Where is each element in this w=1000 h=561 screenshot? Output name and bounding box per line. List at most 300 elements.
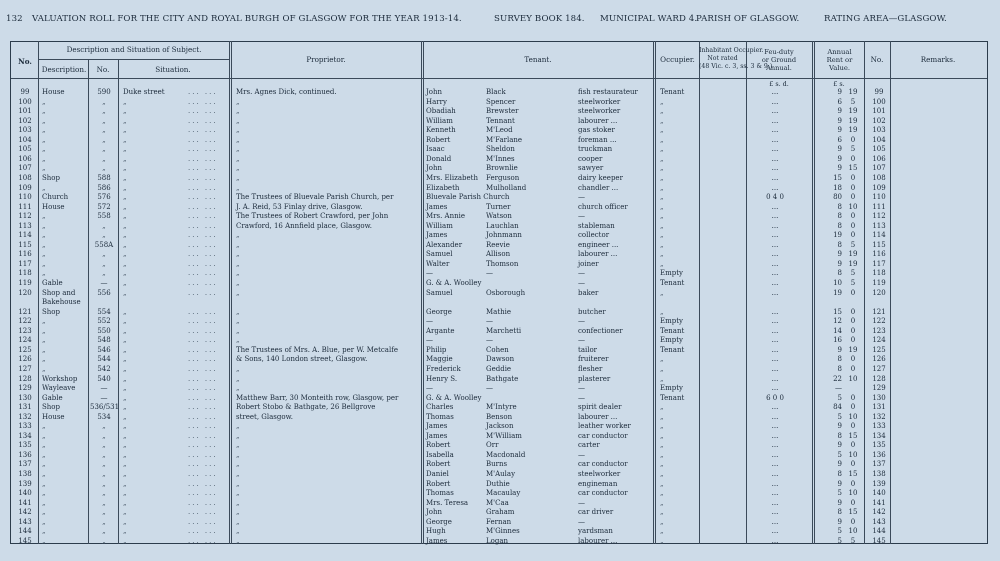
row-situation: „	[123, 154, 127, 163]
row-rent-pounds: 5	[837, 412, 842, 421]
row-proprietor: „	[236, 279, 240, 287]
row-occupier: „	[660, 135, 664, 144]
header-number: No.	[96, 65, 110, 74]
row-feu-duty: ...	[771, 231, 779, 240]
row-tenant-last: M'Leod	[486, 126, 513, 135]
table-row	[0, 241, 1000, 251]
row-feu-duty: ...	[771, 460, 779, 469]
row-situation: „	[123, 450, 127, 459]
row-tenant-last: Thomson	[486, 259, 519, 268]
row-number-right: 126	[872, 355, 886, 364]
row-street-number: „	[102, 450, 106, 459]
row-number: 105	[18, 145, 32, 154]
table-row	[0, 508, 1000, 518]
row-number-right: 125	[872, 345, 886, 354]
row-feu-duty: ...	[771, 202, 779, 211]
table-row	[0, 145, 1000, 155]
row-rent-pounds: 9	[837, 517, 842, 526]
row-feu-duty: ...	[771, 279, 779, 287]
row-description: „	[42, 231, 46, 240]
row-leader-dots: ... ...	[188, 317, 218, 326]
row-tenant-first: John	[426, 88, 443, 96]
row-number: 115	[18, 240, 32, 249]
row-occupier: Empty	[660, 336, 683, 345]
row-occupation: steelworker	[578, 470, 621, 478]
row-feu-duty: ...	[771, 527, 779, 536]
row-occupation: dairy keeper	[578, 173, 623, 182]
header-inhabitant-1: Inhabitant Occupier.	[699, 47, 764, 54]
row-occupation: engineer ...	[578, 240, 619, 249]
row-leader-dots: ... ...	[188, 498, 218, 507]
row-proprietor: „	[236, 508, 240, 517]
row-feu-duty: ...	[771, 97, 779, 106]
row-occupier: „	[660, 450, 664, 459]
table-row	[0, 184, 1000, 194]
row-street-number: 554	[97, 307, 111, 316]
row-occupier: Tenant	[660, 88, 685, 96]
row-description: Bakehouse	[42, 298, 81, 307]
row-occupation: carter	[578, 441, 600, 450]
row-number: 133	[18, 422, 32, 431]
row-leader-dots: ... ...	[188, 412, 218, 421]
row-situation: „	[123, 193, 127, 202]
row-description: „	[42, 164, 46, 173]
row-street-number: „	[102, 145, 106, 154]
page-number: 132	[6, 14, 23, 24]
row-number: 118	[18, 269, 32, 278]
row-occupation: collector	[578, 231, 610, 240]
row-number: 113	[18, 221, 32, 230]
row-description: „	[42, 460, 46, 469]
header-description-group: Description and Situation of Subject.	[66, 45, 202, 54]
row-situation: „	[123, 145, 127, 154]
row-number: 131	[18, 403, 32, 412]
row-number: 121	[18, 307, 32, 316]
row-rent-pounds: 22	[833, 374, 842, 383]
row-description: House	[42, 88, 65, 96]
row-street-number: 550	[97, 326, 111, 335]
row-description: „	[42, 135, 46, 144]
row-feu-duty: 6 0 0	[766, 393, 784, 402]
row-rent-pounds: 6	[837, 97, 842, 106]
row-occupier: Empty	[660, 317, 683, 326]
row-rent-pounds: 8	[837, 470, 842, 478]
row-occupation: —	[578, 212, 585, 221]
row-rent-pounds: 9	[837, 88, 842, 96]
row-rent-pounds: 9	[837, 498, 842, 507]
row-number: 139	[18, 479, 32, 488]
row-rent-shillings: 0	[850, 479, 856, 488]
row-street-number: 534	[97, 412, 111, 421]
row-rent-pounds: 19	[833, 231, 842, 240]
row-situation: „	[123, 517, 127, 526]
row-tenant-last: Macdonald	[486, 450, 526, 459]
row-leader-dots: ... ...	[188, 422, 218, 431]
row-rent-pounds: 8	[837, 508, 842, 517]
table-row	[0, 441, 1000, 451]
row-feu-duty: ...	[771, 116, 779, 125]
row-feu-duty: ...	[771, 183, 779, 192]
row-tenant-last: —	[486, 269, 493, 278]
row-rent-shillings: 0	[850, 326, 856, 335]
row-situation: „	[123, 279, 127, 287]
row-proprietor: Robert Stobo & Bathgate, 26 Bellgrove	[236, 403, 376, 412]
row-proprietor: „	[236, 269, 240, 278]
row-occupation: confectioner	[578, 326, 623, 335]
row-rent-pounds: 84	[833, 403, 842, 412]
row-leader-dots: ... ...	[188, 460, 218, 469]
row-description: „	[42, 489, 46, 498]
row-description: „	[42, 536, 46, 545]
row-tenant-last: Osborough	[486, 288, 526, 297]
row-tenant-first: G. & A. Woolley	[426, 393, 482, 402]
row-tenant-last: Duthie	[486, 479, 510, 488]
row-rent-shillings: 0	[850, 193, 856, 202]
row-situation: „	[123, 527, 127, 536]
row-tenant-last: Brownlie	[486, 164, 518, 173]
row-description: „	[42, 364, 46, 373]
row-street-number: 552	[97, 317, 111, 326]
row-feu-duty: ...	[771, 364, 779, 373]
row-rent-shillings: 10	[848, 374, 858, 383]
table-row	[0, 289, 1000, 299]
row-occupation: leather worker	[578, 422, 631, 431]
row-proprietor: „	[236, 527, 240, 536]
row-number-right: 139	[872, 479, 886, 488]
row-number-right: 134	[872, 431, 886, 440]
row-rent-shillings: 0	[850, 460, 856, 469]
row-description: „	[42, 183, 46, 192]
row-tenant-last: Logan	[486, 536, 509, 545]
row-occupier: „	[660, 250, 664, 259]
row-number-right: 122	[872, 317, 886, 326]
row-feu-duty: ...	[771, 288, 779, 297]
row-number: 126	[18, 355, 32, 364]
table-row	[0, 193, 1000, 203]
table-row	[0, 327, 1000, 337]
row-rent-pounds: 15	[833, 173, 842, 182]
row-feu-duty: ...	[771, 326, 779, 335]
header-inhabitant-2: Not rated	[707, 55, 738, 62]
row-situation: „	[123, 317, 127, 326]
row-rent-shillings: 0	[850, 517, 856, 526]
row-number-right: 100	[872, 97, 886, 106]
row-tenant-last: Ferguson	[486, 173, 520, 182]
row-tenant-first: Henry S.	[426, 374, 458, 383]
row-situation: „	[123, 107, 127, 116]
row-tenant-last: M'Farlane	[486, 135, 523, 144]
row-leader-dots: ... ...	[188, 470, 218, 478]
row-occupation: —	[578, 517, 585, 526]
row-proprietor: „	[236, 154, 240, 163]
row-occupation: truckman	[578, 145, 613, 154]
row-number: 128	[18, 374, 32, 383]
row-number-right: 103	[872, 126, 886, 135]
row-number: 106	[18, 154, 32, 163]
row-number-right: 138	[872, 470, 886, 478]
header-description: Description.	[41, 65, 87, 74]
row-occupation: —	[578, 498, 585, 507]
row-street-number: 558	[97, 212, 111, 221]
row-situation: „	[123, 173, 127, 182]
row-number: 141	[18, 498, 32, 507]
row-rent-pounds: 5	[837, 393, 842, 402]
row-rent-shillings: 0	[850, 336, 856, 345]
row-number-right: 124	[872, 336, 886, 345]
row-rent-pounds: 6	[837, 135, 842, 144]
row-tenant-first: James	[426, 422, 448, 431]
row-description: „	[42, 498, 46, 507]
table-row	[0, 203, 1000, 213]
table-row	[0, 317, 1000, 327]
row-situation: „	[123, 97, 127, 106]
row-rent-shillings: 0	[850, 441, 856, 450]
row-rent-shillings: 0	[850, 364, 856, 373]
row-occupier: „	[660, 240, 664, 249]
row-occupier: „	[660, 107, 664, 116]
table-row	[0, 518, 1000, 528]
row-occupier: „	[660, 403, 664, 412]
row-occupation: flesher	[578, 364, 603, 373]
row-leader-dots: ... ...	[188, 145, 218, 154]
row-situation: „	[123, 536, 127, 545]
row-occupation: labourer ...	[578, 250, 618, 259]
row-number-right: 127	[872, 364, 886, 373]
table-row	[0, 336, 1000, 346]
row-tenant-first: Maggie	[426, 355, 453, 364]
row-tenant-first: Robert	[426, 441, 451, 450]
row-occupier: „	[660, 97, 664, 106]
row-street-number: „	[102, 221, 106, 230]
row-tenant-last: Burns	[486, 460, 508, 469]
row-number-right: 101	[872, 107, 886, 116]
row-tenant-last: Mathie	[486, 307, 512, 316]
row-number-right: 110	[872, 193, 886, 202]
row-occupation: foreman ...	[578, 135, 617, 144]
row-feu-duty: ...	[771, 384, 779, 393]
row-street-number: „	[102, 479, 106, 488]
row-tenant-last: Lauchlan	[486, 221, 519, 230]
row-occupier: Tenant	[660, 393, 685, 402]
row-situation: „	[123, 336, 127, 345]
row-number: 136	[18, 450, 32, 459]
row-occupier: Tenant	[660, 345, 685, 354]
row-feu-duty: ...	[771, 269, 779, 278]
row-street-number: „	[102, 441, 106, 450]
row-rent-pounds: 8	[837, 431, 842, 440]
row-rent-pounds: 5	[837, 450, 842, 459]
table-row	[0, 470, 1000, 480]
row-description: „	[42, 345, 46, 354]
row-street-number: „	[102, 250, 106, 259]
header-situation: Situation.	[155, 65, 191, 74]
row-leader-dots: ... ...	[188, 259, 218, 268]
row-number-right: 108	[872, 173, 886, 182]
row-number: 114	[18, 231, 32, 240]
row-occupation: —	[578, 393, 585, 402]
row-street-number: „	[102, 107, 106, 116]
row-rent-shillings: 19	[848, 259, 858, 268]
row-leader-dots: ... ...	[188, 336, 218, 345]
row-rent-pounds: 8	[837, 202, 842, 211]
row-occupation: joiner	[578, 259, 599, 268]
row-feu-duty: ...	[771, 307, 779, 316]
row-leader-dots: ... ...	[188, 489, 218, 498]
row-rent-pounds: 19	[833, 288, 842, 297]
row-leader-dots: ... ...	[188, 88, 218, 96]
row-tenant-last: Black	[486, 88, 506, 96]
row-rent-shillings: 0	[850, 173, 856, 182]
row-feu-duty: ...	[771, 88, 779, 96]
header-tenant: Tenant.	[524, 55, 552, 64]
row-rent-shillings: 19	[848, 107, 858, 116]
row-tenant-last: M'Innes	[486, 154, 515, 163]
row-number-right: 109	[872, 183, 886, 192]
row-tenant-last: Sheldon	[486, 145, 515, 154]
row-number-right: 107	[872, 164, 886, 173]
row-rent-pounds: 8	[837, 212, 842, 221]
row-rent-pounds: 9	[837, 107, 842, 116]
row-tenant-first: Robert	[426, 479, 451, 488]
table-row	[0, 422, 1000, 432]
row-proprietor: „	[236, 450, 240, 459]
row-proprietor: The Trustees of Mrs. A. Blue, per W. Metcalfe	[236, 345, 398, 354]
row-feu-duty: ...	[771, 422, 779, 431]
row-situation: „	[123, 489, 127, 498]
row-situation: „	[123, 403, 127, 412]
row-street-number: —	[100, 393, 108, 402]
row-tenant-first: James	[426, 536, 448, 545]
table-row	[0, 260, 1000, 270]
row-rent-shillings: 10	[848, 489, 858, 498]
row-tenant-first: Argante	[426, 326, 455, 335]
row-situation: „	[123, 355, 127, 364]
row-situation: „	[123, 364, 127, 373]
row-feu-duty: ...	[771, 536, 779, 545]
row-number-right: 144	[872, 527, 886, 536]
row-occupier: „	[660, 288, 664, 297]
row-street-number: „	[102, 470, 106, 478]
row-situation: „	[123, 384, 127, 393]
row-description: Wayleave	[42, 384, 76, 393]
row-description: „	[42, 221, 46, 230]
row-number: 102	[18, 116, 32, 125]
row-leader-dots: ... ...	[188, 441, 218, 450]
row-tenant-first: Bluevale Parish Church	[426, 193, 510, 202]
row-street-number: 546	[97, 345, 111, 354]
row-number-right: 105	[872, 145, 886, 154]
row-proprietor: „	[236, 431, 240, 440]
header-inhabitant-3: (48 Vic. c. 3, ss. 3 & 9.)	[699, 63, 773, 70]
row-description: „	[42, 212, 46, 221]
row-feu-duty: 0 4 0	[766, 193, 784, 202]
row-situation: „	[123, 231, 127, 240]
row-tenant-last: —	[486, 336, 493, 345]
row-street-number: 540	[97, 374, 111, 383]
row-feu-duty: ...	[771, 431, 779, 440]
row-occupation: tailor	[578, 345, 598, 354]
row-street-number: „	[102, 116, 106, 125]
table-row	[0, 250, 1000, 260]
row-street-number: 576	[97, 193, 111, 202]
row-street-number: „	[102, 231, 106, 240]
row-leader-dots: ... ...	[188, 403, 218, 412]
row-tenant-last: Bathgate	[486, 374, 519, 383]
row-rent-pounds: 5	[837, 489, 842, 498]
row-occupier: „	[660, 536, 664, 545]
row-description: „	[42, 422, 46, 431]
row-rent-shillings: 0	[850, 154, 856, 163]
row-occupier: „	[660, 173, 664, 182]
row-rent-shillings: 5	[850, 97, 856, 106]
row-occupier: Tenant	[660, 279, 685, 287]
row-rent-pounds: 9	[837, 345, 842, 354]
row-proprietor: Matthew Barr, 30 Monteith row, Glasgow, per	[236, 393, 399, 402]
row-feu-duty: ...	[771, 336, 779, 345]
header-occupier: Occupier.	[660, 55, 695, 64]
row-proprietor: The Trustees of Bluevale Parish Church, per	[236, 193, 394, 202]
row-number-right: 119	[872, 279, 886, 287]
row-tenant-last: Tennant	[486, 116, 515, 125]
row-situation: „	[123, 412, 127, 421]
row-leader-dots: ... ...	[188, 221, 218, 230]
row-leader-dots: ... ...	[188, 154, 218, 163]
table-row	[0, 308, 1000, 318]
table-row	[0, 403, 1000, 413]
row-number: 119	[18, 279, 32, 287]
row-description: Shop	[42, 403, 60, 412]
table-row	[0, 489, 1000, 499]
row-rent-shillings: 15	[848, 431, 858, 440]
table-row	[0, 126, 1000, 136]
row-rent-pounds: 14	[833, 326, 842, 335]
row-proprietor: „	[236, 470, 240, 478]
row-feu-duty: ...	[771, 450, 779, 459]
row-number: 120	[18, 288, 32, 297]
row-leader-dots: ... ...	[188, 508, 218, 517]
row-number-right: 136	[872, 450, 886, 459]
row-rent-shillings: 0	[850, 355, 856, 364]
row-leader-dots: ... ...	[188, 450, 218, 459]
row-proprietor: „	[236, 97, 240, 106]
row-situation: „	[123, 259, 127, 268]
header-rent-1: Annual	[827, 48, 852, 56]
row-tenant-first: William	[426, 221, 453, 230]
row-rent-shillings: 10	[848, 412, 858, 421]
row-rent-pounds: 9	[837, 259, 842, 268]
row-occupier: „	[660, 412, 664, 421]
row-tenant-first: Isaac	[426, 145, 445, 154]
row-description: House	[42, 202, 65, 211]
row-feu-duty: ...	[771, 250, 779, 259]
row-occupation: stableman	[578, 221, 615, 230]
row-proprietor: „	[236, 135, 240, 144]
row-rent-pounds: 16	[833, 336, 842, 345]
row-rent-shillings: 0	[850, 393, 856, 402]
row-tenant-last: Benson	[486, 412, 513, 421]
table-row	[0, 375, 1000, 385]
row-proprietor: The Trustees of Robert Crawford, per John	[236, 212, 389, 221]
row-number-right: 142	[872, 508, 886, 517]
row-rent-shillings: 5	[850, 536, 856, 545]
row-situation: „	[123, 345, 127, 354]
row-occupation: car conductor	[578, 431, 628, 440]
row-leader-dots: ... ...	[188, 183, 218, 192]
header-feu-2: or Ground	[761, 56, 797, 64]
row-number: 132	[18, 412, 32, 421]
row-occupier: „	[660, 508, 664, 517]
row-occupier: „	[660, 489, 664, 498]
